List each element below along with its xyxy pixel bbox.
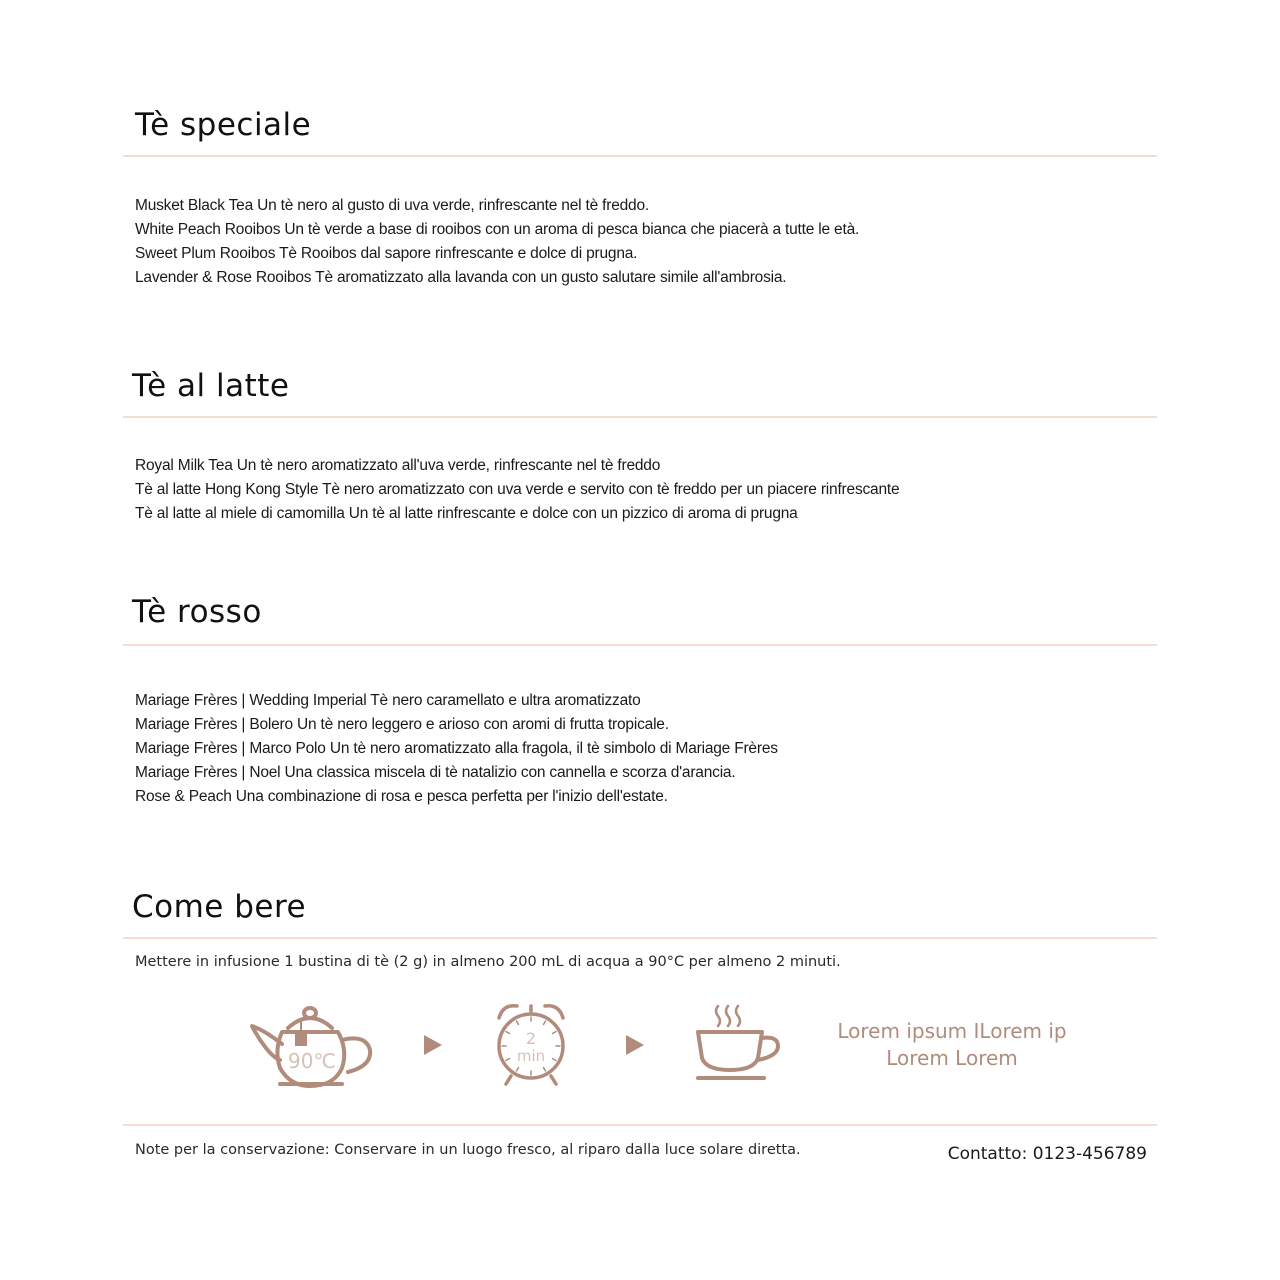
section-divider [123,644,1157,646]
special-tea-list [135,194,859,290]
step-caption-line: Lorem Lorem [886,1046,1018,1070]
red-tea-list [135,689,778,809]
list-item: Tè al latte al miele di camomilla Un tè al latte rinfrescante e dolce con un pizzico di aroma di prugna [135,505,798,522]
teapot-temperature-label: 90℃ [288,1049,336,1073]
list-item: Mariage Frères | Marco Polo Un tè nero aromatizzato alla fragola, il tè simbolo di Mariage Frères [135,740,778,757]
timer-unit: min [516,1047,546,1065]
list-item: Lavender & Rose Rooibos Tè aromatizzato alla lavanda con un gusto salutare simile all'ambrosia. [135,269,787,286]
timer-number: 2 [525,1029,537,1048]
list-item: Royal Milk Tea Un tè nero aromatizzato all'uva verde, rinfrescante nel tè freddo [135,457,661,474]
steaming-cup-icon [694,1002,784,1084]
section-title-special-tea: Tè speciale [135,107,312,143]
play-arrow-icon [424,1035,442,1055]
footer-divider [123,1124,1157,1126]
list-item: Mariage Frères | Bolero Un tè nero leggero e arioso con aromi di frutta tropicale. [135,716,669,733]
list-item: Mariage Frères | Noel Una classica miscela di tè natalizio con cannella e scorza d'arancia. [135,764,736,781]
section-title-milk-tea: Tè al latte [132,368,290,404]
play-arrow-icon [626,1035,644,1055]
list-item: Sweet Plum Rooibos Tè Rooibos dal sapore rinfrescante e dolce di prugna. [135,245,638,262]
teapot-icon [244,1000,374,1090]
step-caption-line: Lorem ipsum ILorem ip [837,1019,1067,1043]
section-title-how-to-drink: Come bere [132,889,307,925]
brewing-instruction: Mettere in infusione 1 bustina di tè (2 g) in almeno 200 mL di acqua a 90°C per almeno 2 minuti. [135,954,841,970]
storage-note: Note per la conservazione: Conservare in un luogo fresco, al riparo dalla luce solare diretta. [135,1142,801,1158]
list-item: Rose & Peach Una combinazione di rosa e pesca perfetta per l'inizio dell'estate. [135,788,668,805]
contact-info: Contatto: 0123-456789 [947,1144,1147,1164]
alarm-clock-icon [493,1000,569,1088]
list-item: Musket Black Tea Un tè nero al gusto di uva verde, rinfrescante nel tè freddo. [135,197,649,214]
section-divider [123,416,1157,418]
list-item: Mariage Frères | Wedding Imperial Tè nero caramellato e ultra aromatizzato [135,692,641,709]
milk-tea-list [135,454,899,526]
section-divider [123,155,1157,157]
list-item: White Peach Rooibos Un tè verde a base di rooibos con un aroma di pesca bianca che piacerà a tutte le età. [135,221,860,238]
section-title-red-tea: Tè rosso [132,594,262,630]
step-caption [822,1018,1082,1072]
section-divider [123,937,1157,939]
list-item: Tè al latte Hong Kong Style Tè nero aromatizzato con uva verde e servito con tè freddo per un piacere rinfrescante [135,481,900,498]
